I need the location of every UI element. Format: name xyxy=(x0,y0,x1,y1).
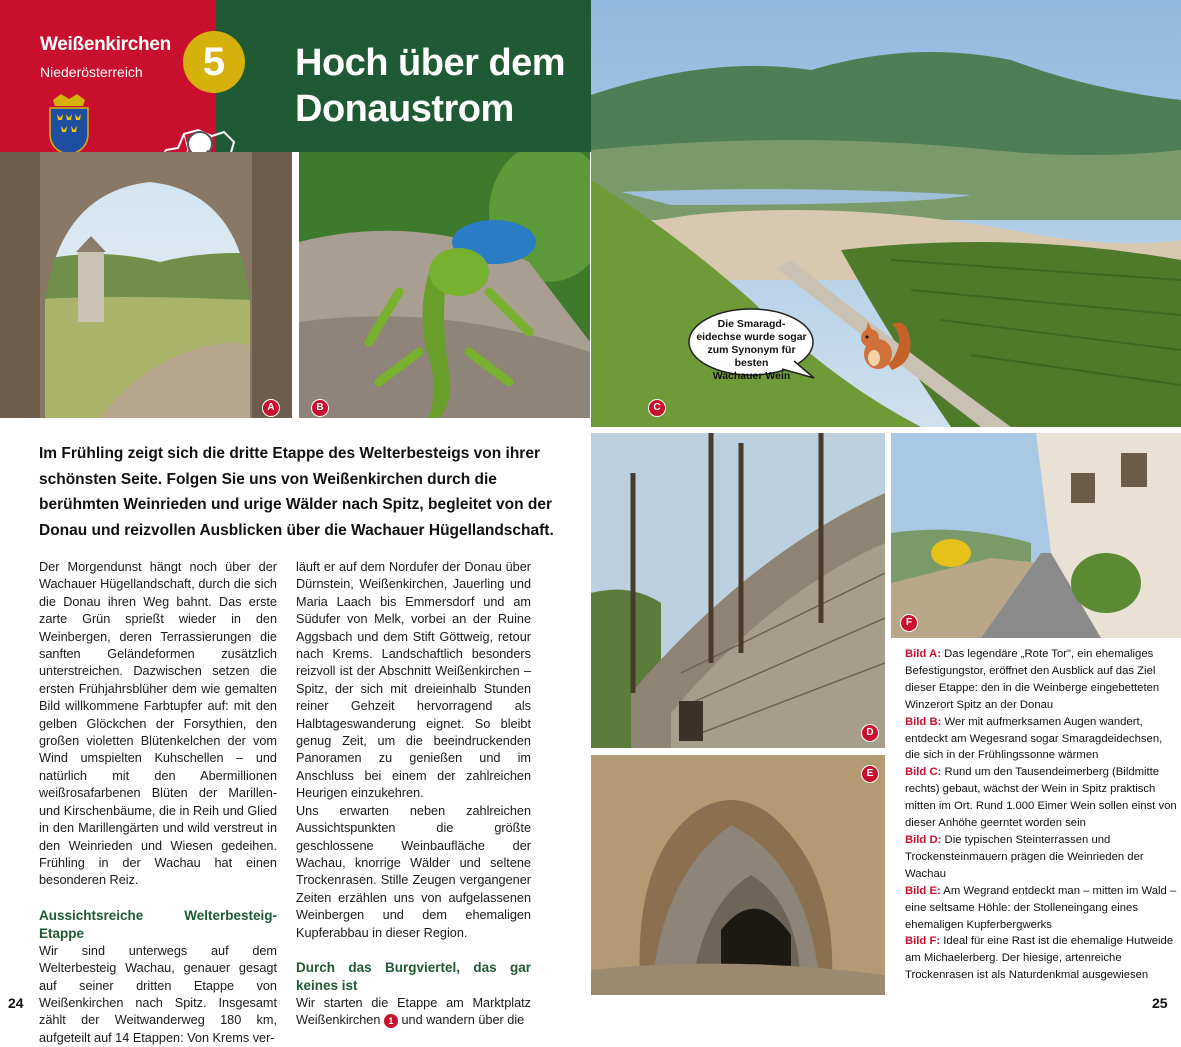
page-number-left: 24 xyxy=(8,995,24,1011)
page-title xyxy=(295,40,565,132)
photo-label-b: B xyxy=(311,399,329,417)
photo-e-cave xyxy=(591,755,885,995)
place-name: Weißenkirchen xyxy=(40,34,171,55)
caption-a: Bild A: Das legendäre „Rote Tor", ein ehemaliges Befestigungstor, eröffnet den Ausblick auf das Ziel dieser Etappe: den in die Weinberge eingebetteten Winzerort Spitz an der Donau xyxy=(905,648,1160,711)
route-marker: 1 xyxy=(384,1014,398,1028)
photo-label-a: A xyxy=(262,399,280,417)
page-number-right: 25 xyxy=(1152,995,1168,1011)
paragraph: Der Morgendunst hängt noch über der Wachauer Hügellandschaft, durch die sich die Donau ihren Weg bahnt. Das erste zarte Grün sprießt wieder in den Weinbergen, deren Terrassierungen die sanften Geländeformen zusätzlich unterstreichen. Dazwischen setzen die ersten Frühjahrsblüher dem wie gemalten Bild willkommene Farbtupfer auf: mit den gelben Glöckchen der Forsythien, den großen violetten Blütenkelchen der vom Wind umspielten Kuhschellen – und natürlich mit den Abermillionen weißrosafarbenen Blüten der Marillen- und Kirschenbäume, die in Reih und Glied in den Marillengärten und wild verstreut in den Weinrieden und Wiesen gedeihen. Frühling in der Wachau hat einen besonderen Reiz. xyxy=(39,560,277,888)
photo-label-f: F xyxy=(900,614,918,632)
paragraph: Wir starten die Etappe am Marktplatz Weißenkirchen 1 und wandern über die xyxy=(296,995,531,1028)
squirrel-icon xyxy=(852,312,914,374)
photo-a-gate xyxy=(0,152,292,418)
state-name: Niederösterreich xyxy=(40,64,143,80)
coat-of-arms-icon xyxy=(47,94,91,156)
photo-captions xyxy=(905,646,1177,984)
caption-c: Bild C: Rund um den Tausendeimerberg (Bildmitte rechts) gebaut, wächst der Wein in Spitz praktisch mitten im Ort. Rund 1.000 Eimer Wein sollen einst von dieser Anhöhe geerntet worden sein xyxy=(905,766,1177,830)
photo-label-e: E xyxy=(861,765,879,783)
title-line-1: Hoch über dem xyxy=(295,42,566,84)
caption-d: Bild D: Die typischen Steinterrassen und Trockensteinmauern prägen die Weinrieden der Wachau xyxy=(905,833,1144,880)
caption-b: Bild B: Wer mit aufmerksamen Augen wandert, entdeckt am Wegesrand sogar Smaragdeidechsen, die sich in der Frühlingssonne wärmen xyxy=(905,715,1163,762)
section-heading: Durch das Burgviertel, das gar keines ist xyxy=(296,959,531,993)
section-heading: Aussichtsreiche Welterbesteig-Etappe xyxy=(39,907,277,941)
title-line-2: Donaustrom xyxy=(295,88,514,130)
photo-label-d: D xyxy=(861,724,879,742)
stage-number-badge: 5 xyxy=(183,31,245,93)
intro-paragraph: Im Frühling zeigt sich die dritte Etappe des Welterbesteigs von ihrer schönsten Seite. Folgen Sie uns von Weißenkirchen durch die berühmten Weinrieden und urige Wälder nach Spitz, begleitet von der Donau und reizvollen Ausblicken über die Wachauer Hügellandschaft. xyxy=(39,445,554,539)
photo-d-terraces xyxy=(591,433,885,748)
caption-e: Bild E: Am Wegrand entdeckt man – mitten im Wald – eine seltsame Höhle: der Stolleneingang eines ehemaligen Kupferbergwerks xyxy=(905,884,1177,931)
photo-b-lizard xyxy=(299,152,590,418)
photo-f-path xyxy=(891,433,1181,638)
photo-label-c: C xyxy=(648,399,666,417)
speech-bubble-text: Die Smaragd- eidechse wurde sogar zum Synonym für besten Wachauer Wein xyxy=(696,318,807,382)
text-column-2 xyxy=(296,559,531,1030)
paragraph: Uns erwarten neben zahlreichen Aussichtspunkten die größte geschlossene Weinbaufläche der Wachau, knorrige Wälder und seltene Trockenrasen. Stille Zeugen vergangener Zeiten erzählen uns von aufgelassenen Weinbergen und dem ehemaligen Kupferabbau in dieser Region. xyxy=(296,803,531,940)
paragraph: Wir sind unterwegs auf dem Welterbesteig Wachau, genauer gesagt auf seiner dritten Etappe von Weißenkirchen nach Spitz. Insgesamt zählt der Weitwanderweg 180 km, aufgeteilt auf 14 Etappen: Von Krems ver- xyxy=(39,943,277,1045)
text-column-1 xyxy=(39,559,277,1047)
paragraph: läuft er auf dem Nordufer der Donau über Dürnstein, Weißenkirchen, Jauerling und Maria Laach bis Emmersdorf und am Südufer von Melk, vorbei an der Ruine Aggsbach und dem Stift Göttweig, retour nach Krems. Landschaftlich besonders reizvoll ist der Abschnitt Weißenkirchen – Spitz, der sich mit dreieinhalb Stunden reiner Gehzeit hervorragend als Halbtageswanderung eignet. So bleibt genug Zeit, um die beeindruckenden Panoramen zu genießen und im Anschluss bei einem der zahlreichen Heurigen einzukehren. xyxy=(296,560,531,801)
caption-f: Bild F: Ideal für eine Rast ist die ehemalige Hutweide am Michaelerberg. Der hiesige, artenreiche Trockenrasen ist als Naturdenkmal ausgewiesen xyxy=(905,935,1174,982)
